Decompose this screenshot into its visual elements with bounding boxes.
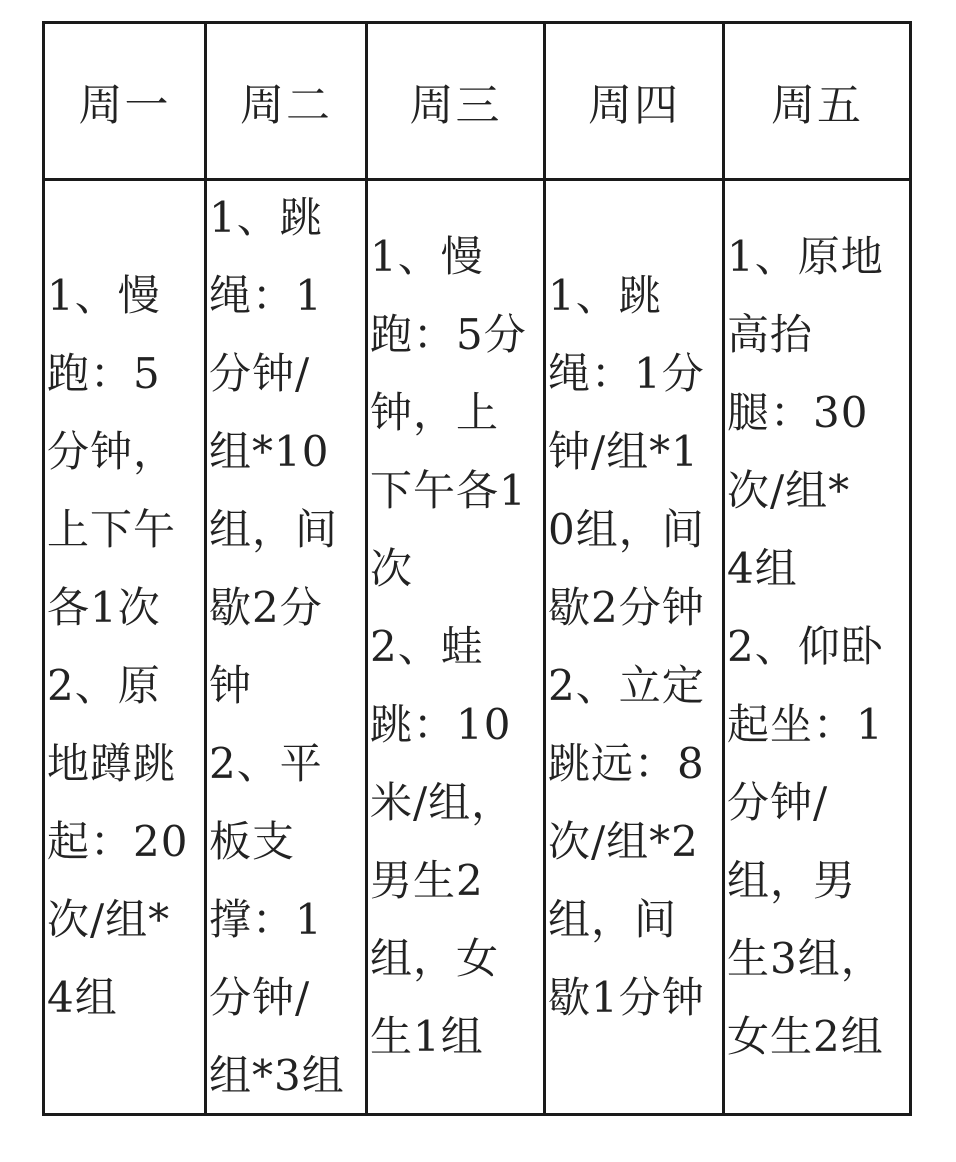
cell-line: 次/组* [727,466,851,515]
cell-line: 分钟/ [209,973,311,1022]
cell-line: 1、跳 [548,271,662,320]
cell-line: 米/组， [370,778,515,827]
cell-line: 撑：1 [209,895,323,944]
header-tuesday: 周二 [240,80,332,131]
cell-line: 跳远：8 [548,739,705,788]
cell-line: 绳：1分 [548,349,705,398]
cell-line: 生1组 [370,1012,484,1061]
cell-wednesday [368,181,543,1113]
cell-line: 次 [370,544,414,593]
cell-line: 女生2组 [727,1012,884,1061]
cell-line: 下午各1 [370,466,527,515]
header-wednesday: 周三 [409,80,502,131]
cell-line: 2、仰卧 [727,622,884,671]
cell-line: 腿：30 [727,388,869,437]
cell-line: 跑：5 [47,349,161,398]
cell-line: 跑：5分 [370,310,527,359]
cell-line: 板支 [209,817,296,866]
cell-line: 钟，上 [370,388,500,437]
cell-thursday [546,181,722,1113]
cell-line: 2、蛙 [370,622,484,671]
cell-line: 0组，间 [548,505,705,554]
cell-line: 组*3组 [209,1051,345,1100]
cell-line: 2、原 [47,661,161,710]
cell-line: 歇2分钟 [548,583,705,632]
cell-line: 次/组* [47,895,171,944]
cell-line: 分钟/ [209,349,311,398]
cell-line: 组*10 [209,427,330,476]
cell-line: 上下午 [47,505,177,554]
cell-line: 1、原地 [727,232,884,281]
cell-line: 次/组*2 [548,817,699,866]
cell-line: 组，女 [370,934,500,983]
header-monday: 周一 [78,80,171,131]
cell-line: 各1次 [47,583,161,632]
cell-line: 分钟， [47,427,177,476]
header-thursday: 周四 [588,80,680,131]
cell-line: 钟/组*1 [548,427,699,476]
cell-line: 2、立定 [548,661,705,710]
cell-line: 绳：1 [209,271,323,320]
cell-line: 歇2分 [209,583,323,632]
cell-line: 1、慢 [370,232,484,281]
cell-line: 生3组， [727,934,884,983]
cell-line: 男生2 [370,856,484,905]
cell-line: 高抬 [727,310,814,359]
cell-line: 4组 [727,544,798,593]
cell-line: 歇1分钟 [548,973,705,1022]
cell-line: 2、平 [209,739,323,788]
schedule-table [42,21,912,1116]
cell-line: 组，男 [727,856,857,905]
cell-line: 4组 [47,973,118,1022]
cell-friday [725,181,909,1113]
cell-line: 1、慢 [47,271,161,320]
cell-line: 地蹲跳 [47,739,177,788]
cell-line: 组，间 [548,895,678,944]
cell-line: 钟 [209,661,253,710]
cell-monday [45,181,204,1113]
cell-line: 1、跳 [209,193,323,242]
cell-line: 起坐：1 [727,700,884,749]
cell-line: 跳：10 [370,700,512,749]
cell-line: 分钟/ [727,778,829,827]
cell-line: 组，间 [209,505,339,554]
header-friday: 周五 [771,80,863,131]
cell-tuesday [207,181,365,1113]
cell-line: 起：20 [47,817,189,866]
